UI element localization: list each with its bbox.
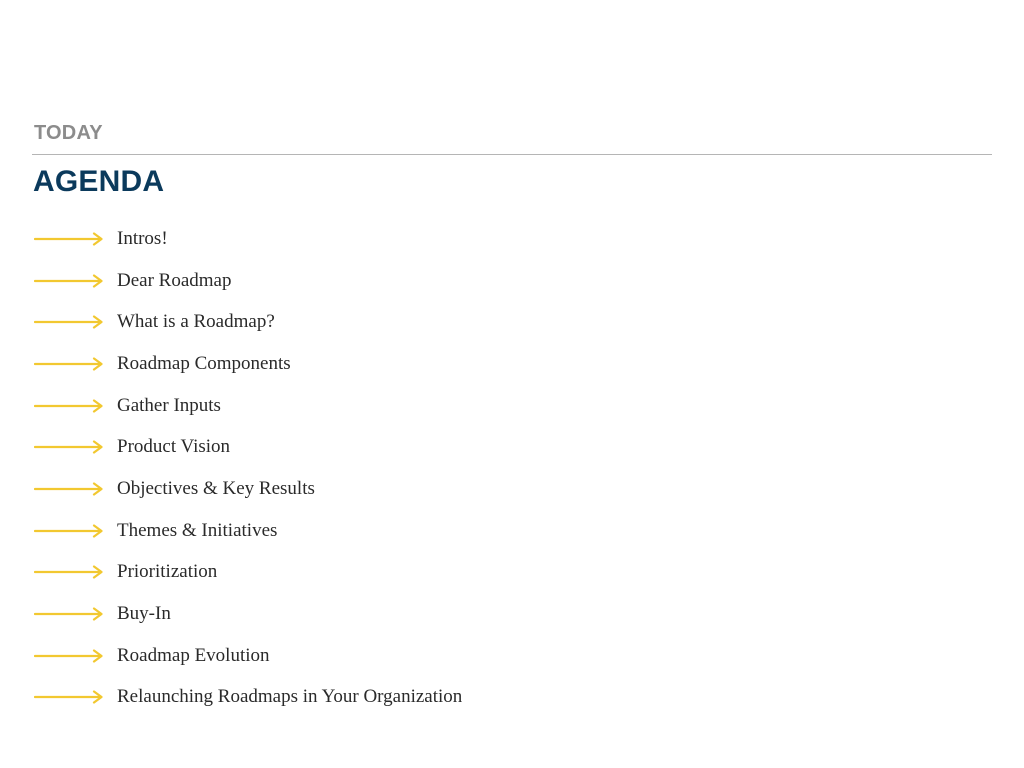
agenda-item-label: Roadmap Components (117, 352, 291, 374)
agenda-item-label: Product Vision (117, 436, 231, 458)
agenda-item-label: What is a Roadmap? (117, 311, 275, 333)
arrow-right-icon (34, 315, 104, 329)
slide-eyebrow: TODAY (34, 122, 103, 144)
arrow-right-icon (34, 649, 104, 663)
arrow-right-icon (34, 440, 104, 454)
arrow-right-icon (34, 607, 104, 621)
agenda-item-label: Objectives & Key Results (117, 477, 315, 499)
agenda-list (34, 218, 462, 718)
agenda-item-label: Relaunching Roadmaps in Your Organization (117, 686, 463, 708)
agenda-item-label: Intros! (117, 227, 168, 249)
agenda-item-label: Themes & Initiatives (117, 519, 278, 541)
header-divider (32, 154, 992, 155)
arrow-right-icon (34, 274, 104, 288)
arrow-right-icon (34, 399, 104, 413)
arrow-right-icon (34, 690, 104, 704)
agenda-item-label: Dear Roadmap (117, 269, 232, 291)
arrow-right-icon (34, 232, 104, 246)
agenda-item (34, 552, 462, 594)
agenda-item-label: Roadmap Evolution (117, 644, 270, 666)
agenda-item-label: Prioritization (117, 561, 218, 583)
agenda-item-label: Buy-In (117, 603, 171, 625)
arrow-right-icon (34, 482, 104, 496)
arrow-right-icon (34, 357, 104, 371)
agenda-item (34, 677, 462, 719)
agenda-item (34, 510, 462, 552)
slide-title: AGENDA (33, 165, 165, 198)
agenda-item (34, 343, 462, 385)
agenda-item (34, 218, 462, 260)
arrow-right-icon (34, 565, 104, 579)
agenda-item (34, 635, 462, 677)
agenda-item (34, 301, 462, 343)
arrow-right-icon (34, 524, 104, 538)
agenda-item (34, 385, 462, 427)
agenda-item (34, 260, 462, 302)
agenda-item (34, 593, 462, 635)
agenda-item (34, 426, 462, 468)
agenda-item-label: Gather Inputs (117, 394, 221, 416)
agenda-item (34, 468, 462, 510)
